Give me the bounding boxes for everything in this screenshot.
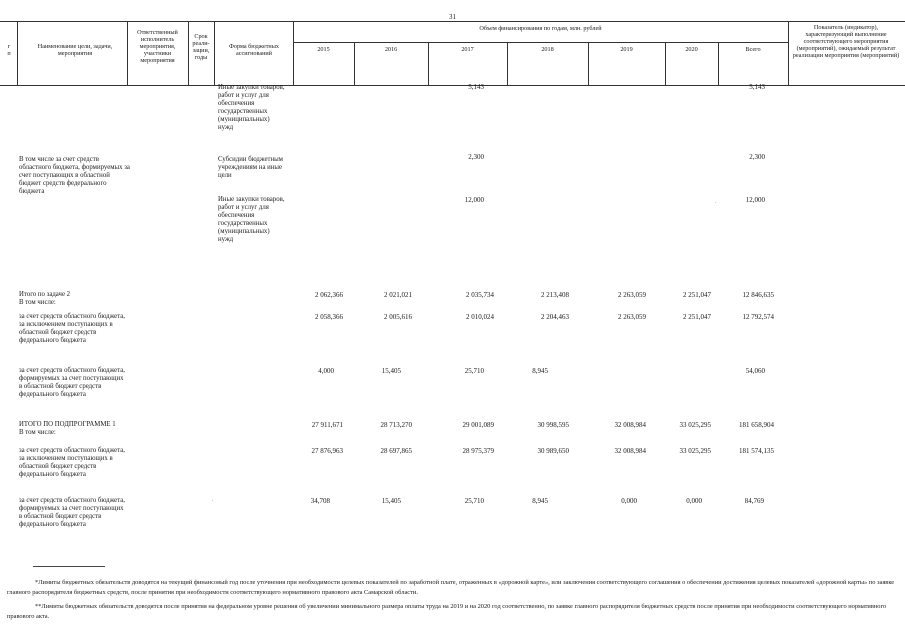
row6-name: за счет средств областного бюджета, формируемых за счет поступающих в областной бюджет средств федерального бюджета xyxy=(19,367,125,398)
row1-2017: 5,143 xyxy=(468,83,484,91)
row4-2020: 2 251,047 xyxy=(683,291,711,299)
row2-2017: 2,300 xyxy=(468,153,484,161)
row5-2017: 2 010,024 xyxy=(466,313,494,321)
row7-2015: 27 911,671 xyxy=(311,421,343,429)
row9-2015: 34,708 xyxy=(310,497,330,505)
row7-2018: 30 998,595 xyxy=(537,421,569,429)
row9-2019: 0,000 xyxy=(621,497,637,505)
row6-2017: 25,710 xyxy=(464,367,484,375)
row8-total: 181 574,135 xyxy=(739,447,774,455)
header-year-2018: 2018 xyxy=(541,46,554,53)
row4-2017: 2 035,734 xyxy=(466,291,494,299)
row4-total: 12 846,635 xyxy=(742,291,774,299)
row9-total: 84,769 xyxy=(744,497,764,505)
footnote-separator xyxy=(33,566,105,567)
row3-form: Иные закупки товаров, работ и услуг для обеспечения государственных (муниципальных) нужд xyxy=(218,196,285,243)
header-col-executor: Ответственный исполнитель мероприятия, участники мероприятия xyxy=(137,29,178,64)
header-year-2017: 2017 xyxy=(461,46,474,53)
row8-2018: 30 989,650 xyxy=(537,447,569,455)
row5-2015: 2 058,366 xyxy=(315,313,343,321)
header-year-2020: 2020 xyxy=(685,46,698,53)
page-number: 31 xyxy=(449,13,456,21)
scan-dot: . xyxy=(715,199,717,205)
header-year-2016: 2016 xyxy=(384,46,398,53)
header-col-number: г п xyxy=(7,43,11,57)
row4-2016: 2 021,021 xyxy=(384,291,412,299)
header-col-financing: Объем финансирования по годам, млн. рублей xyxy=(479,25,602,32)
scan-dot: . xyxy=(212,497,214,503)
row9-2017: 25,710 xyxy=(464,497,484,505)
row5-2020: 2 251,047 xyxy=(683,313,711,321)
row8-2020: 33 025,295 xyxy=(679,447,711,455)
row1-total: 5,143 xyxy=(749,83,765,91)
row1-form: Иные закупки товаров, работ и услуг для обеспечения государственных (муниципальных) нужд xyxy=(218,84,285,131)
row9-2018: 8,945 xyxy=(532,497,548,505)
row4-2019: 2 263,059 xyxy=(618,291,646,299)
header-col-term: Срок реали-зации, годы xyxy=(192,33,210,61)
table-header xyxy=(0,21,905,85)
row7-2019: 32 008,984 xyxy=(614,421,646,429)
row3-2017: 12,000 xyxy=(464,196,484,204)
row7-2016: 28 713,270 xyxy=(380,421,412,429)
row4-name: Итого по задаче 2 В том числе: xyxy=(19,291,71,306)
row8-2019: 32 008,984 xyxy=(614,447,646,455)
footnote-2: **Лимиты бюджетных обязательств доводятся после принятия на федеральном уровне решения об увеличении минимального размера оплаты труда на 2019 и на 2020 год соответственно, по заявке главного распорядителя бюджетных средств после принятия при необходимости соответствующего нормативного правового акта. xyxy=(7,603,887,620)
row4-2015: 2 062,366 xyxy=(315,291,343,299)
row5-2016: 2 005,616 xyxy=(384,313,412,321)
header-year-2019: 2019 xyxy=(620,46,633,53)
row5-2019: 2 263,059 xyxy=(618,313,646,321)
row2-name: В том числе за счет средств областного бюджета, формируемых за счет поступающих в областной бюджет средств федерального бюджета xyxy=(19,156,130,195)
row8-2017: 28 975,379 xyxy=(462,447,494,455)
row7-2020: 33 025,295 xyxy=(679,421,711,429)
row6-2015: 4,000 xyxy=(318,367,334,375)
header-col-name: Наименование цели, задачи, мероприятия xyxy=(37,43,113,57)
row4-2018: 2 213,408 xyxy=(541,291,569,299)
header-year-total: Всего xyxy=(745,46,761,53)
row7-2017: 29 001,089 xyxy=(462,421,494,429)
row5-name: за счет средств областного бюджета, за исключением поступающих в областной бюджет средств федерального бюджета xyxy=(19,313,125,344)
header-year-2015: 2015 xyxy=(317,46,330,53)
row9-2016: 15,405 xyxy=(381,497,401,505)
header-col-indicator: Показатель (индикатор), характеризующий выполнение соответствующего мероприятия (мероприятий), ожидаемый результат реализации мероприятия (мероприятий) xyxy=(792,24,900,59)
footnote-1: *Лимиты бюджетных обязательств доводятся на текущий финансовый год после уточнения при необходимости целевых показателей по заработной плате, отраженных в «дорожной карте», или заключения соответствующего соглашения о обеспечении достижения целевых показателей «дорожной карты» по заявке главного распорядителя бюджетных средств, после принятия при необходимости соответствующего нормативного правового акта Самарской области. xyxy=(7,579,895,596)
row9-2020: 0,000 xyxy=(686,497,702,505)
row6-2018: 8,945 xyxy=(532,367,548,375)
row3-total: 12,000 xyxy=(745,196,765,204)
row9-name: за счет средств областного бюджета, формируемых за счет поступающих в областной бюджет средств федерального бюджета xyxy=(19,497,125,528)
row6-2016: 15,405 xyxy=(381,367,401,375)
row6-total: 54,060 xyxy=(745,367,765,375)
row5-2018: 2 204,463 xyxy=(541,313,569,321)
header-col-form: Форма бюджетных ассигнований xyxy=(229,43,279,57)
row2-total: 2,300 xyxy=(749,153,765,161)
row8-name: за счет средств областного бюджета, за исключением поступающих в областной бюджет средств федерального бюджета xyxy=(19,447,125,478)
row8-2016: 28 697,865 xyxy=(380,447,412,455)
row7-name: ИТОГО ПО ПОДПРОГРАММЕ 1 В том числе: xyxy=(19,421,116,436)
row8-2015: 27 876,963 xyxy=(311,447,343,455)
row7-total: 181 658,904 xyxy=(739,421,774,429)
row5-total: 12 792,574 xyxy=(742,313,774,321)
row2-form: Субсидии бюджетным учреждениям на иные цели xyxy=(218,156,283,179)
